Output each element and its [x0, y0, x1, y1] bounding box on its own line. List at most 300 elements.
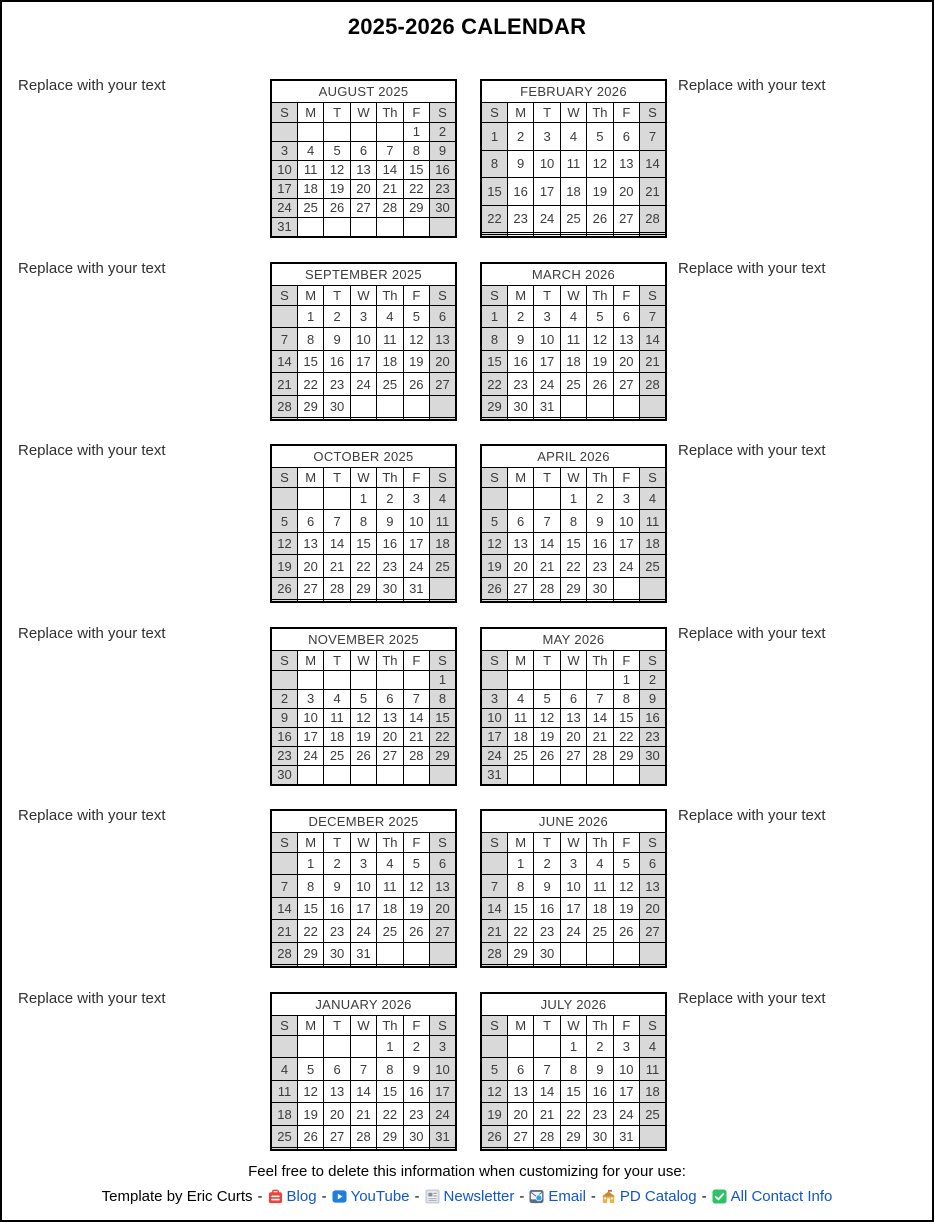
weekday-header: Th	[377, 286, 403, 306]
day-cell	[507, 488, 533, 510]
day-cell: 9	[377, 510, 403, 532]
day-cell: 10	[297, 708, 323, 727]
day-cell: 5	[613, 853, 639, 875]
day-cell: 26	[403, 373, 429, 395]
week-row	[271, 328, 456, 350]
weekday-header: M	[297, 103, 323, 123]
month-calendar	[480, 262, 667, 421]
day-cell: 23	[534, 920, 560, 942]
day-cell: 4	[560, 306, 586, 328]
day-cell: 7	[324, 510, 350, 532]
day-cell: 26	[481, 1125, 507, 1147]
weekday-header: W	[560, 833, 586, 853]
day-cell: 7	[271, 875, 297, 897]
day-cell: 12	[587, 150, 613, 178]
weekday-header: S	[640, 651, 666, 671]
day-cell: 15	[481, 178, 507, 206]
day-cell: 18	[297, 179, 323, 198]
month-title: NOVEMBER 2025	[271, 628, 456, 651]
day-cell	[324, 217, 350, 237]
week-row	[271, 853, 456, 875]
month-title: JANUARY 2026	[271, 993, 456, 1016]
day-cell: 11	[324, 708, 350, 727]
day-cell: 16	[587, 532, 613, 554]
day-cell: 5	[534, 689, 560, 708]
day-cell: 4	[377, 306, 403, 328]
month-calendar	[270, 262, 457, 421]
day-cell: 3	[613, 1036, 639, 1058]
day-cell: 18	[271, 1103, 297, 1125]
weekday-header: F	[403, 468, 429, 488]
day-cell: 2	[403, 1036, 429, 1058]
day-cell: 25	[640, 1103, 666, 1125]
day-cell: 21	[271, 920, 297, 942]
day-cell: 18	[640, 1080, 666, 1102]
day-cell: 15	[481, 350, 507, 372]
day-cell	[560, 671, 586, 690]
day-cell	[534, 1036, 560, 1058]
day-cell	[324, 418, 350, 420]
link-label: Newsletter	[443, 1188, 515, 1205]
day-cell: 6	[430, 853, 456, 875]
day-cell	[534, 765, 560, 785]
week-row	[481, 746, 666, 765]
day-cell	[640, 234, 666, 237]
day-cell: 21	[324, 555, 350, 577]
day-cell: 11	[430, 510, 456, 532]
day-cell	[403, 418, 429, 420]
day-cell: 30	[507, 395, 533, 417]
day-cell	[640, 942, 666, 964]
day-cell	[324, 600, 350, 602]
month-calendar	[480, 809, 667, 968]
week-row	[481, 510, 666, 532]
day-cell: 24	[297, 746, 323, 765]
day-cell: 19	[403, 897, 429, 919]
day-cell	[560, 600, 586, 602]
day-cell: 5	[403, 306, 429, 328]
placeholder-text-right: Replace with your text	[678, 260, 826, 277]
weekday-header: S	[271, 833, 297, 853]
week-row	[271, 1036, 456, 1058]
day-cell: 28	[587, 746, 613, 765]
day-cell: 11	[560, 150, 586, 178]
week-row	[271, 418, 456, 420]
weekday-header: M	[507, 1016, 533, 1036]
day-cell	[587, 942, 613, 964]
week-row	[271, 965, 456, 967]
month-title-row	[271, 810, 456, 833]
day-cell	[377, 765, 403, 785]
day-cell: 19	[481, 1103, 507, 1125]
day-cell: 19	[350, 727, 376, 746]
month-calendar	[480, 444, 667, 603]
day-cell	[613, 577, 639, 599]
day-cell: 24	[271, 198, 297, 217]
day-cell	[297, 217, 323, 237]
day-cell: 22	[481, 205, 507, 233]
week-row	[481, 965, 666, 967]
day-cell: 3	[534, 123, 560, 151]
day-cell: 10	[534, 150, 560, 178]
day-cell: 15	[613, 708, 639, 727]
weekday-header: W	[560, 1016, 586, 1036]
day-cell	[481, 1036, 507, 1058]
month-title-row	[271, 445, 456, 468]
week-row	[481, 1125, 666, 1147]
week-row	[271, 373, 456, 395]
day-cell: 28	[534, 1125, 560, 1147]
day-cell: 11	[377, 875, 403, 897]
calendar-row	[2, 809, 932, 971]
weekday-header: W	[560, 286, 586, 306]
month-title: AUGUST 2025	[271, 80, 456, 103]
day-cell	[324, 671, 350, 690]
day-cell: 1	[481, 306, 507, 328]
weekday-header: T	[324, 468, 350, 488]
day-cell: 5	[481, 510, 507, 532]
day-cell: 20	[377, 727, 403, 746]
weekday-header: Th	[377, 468, 403, 488]
day-cell: 17	[350, 897, 376, 919]
day-cell	[613, 765, 639, 785]
day-cell: 13	[613, 150, 639, 178]
weekday-header: S	[640, 103, 666, 123]
day-cell: 11	[507, 708, 533, 727]
day-cell: 17	[534, 350, 560, 372]
day-cell: 2	[587, 488, 613, 510]
day-cell: 29	[297, 395, 323, 417]
day-cell: 27	[430, 373, 456, 395]
weekday-header: S	[640, 468, 666, 488]
weekday-header: S	[271, 286, 297, 306]
weekday-header: Th	[587, 833, 613, 853]
day-cell: 20	[350, 179, 376, 198]
day-cell: 23	[587, 555, 613, 577]
day-cell: 25	[297, 198, 323, 217]
day-cell: 23	[271, 746, 297, 765]
day-cell	[587, 965, 613, 967]
day-cell: 23	[430, 179, 456, 198]
day-cell: 22	[613, 727, 639, 746]
day-cell: 27	[324, 1125, 350, 1147]
weekday-header: S	[271, 1016, 297, 1036]
day-cell: 14	[403, 708, 429, 727]
email-link[interactable]	[529, 1188, 586, 1205]
day-cell: 29	[613, 746, 639, 765]
day-cell: 25	[587, 920, 613, 942]
day-cell: 31	[481, 765, 507, 785]
day-cell: 24	[481, 746, 507, 765]
page-title: 2025-2026 CALENDAR	[347, 14, 587, 39]
day-cell	[403, 671, 429, 690]
week-row	[271, 510, 456, 532]
day-cell: 20	[640, 897, 666, 919]
day-cell: 21	[534, 1103, 560, 1125]
day-cell	[430, 217, 456, 237]
day-cell: 30	[640, 746, 666, 765]
day-cell	[350, 965, 376, 967]
weekday-header-row	[481, 651, 666, 671]
week-row	[271, 350, 456, 372]
placeholder-text-right: Replace with your text	[678, 77, 826, 94]
day-cell: 28	[377, 198, 403, 217]
weekday-header-row	[271, 1016, 456, 1036]
youtube-link[interactable]	[332, 1188, 410, 1205]
day-cell: 8	[297, 328, 323, 350]
day-cell	[640, 577, 666, 599]
month-calendar	[270, 444, 457, 603]
day-cell: 6	[613, 306, 639, 328]
day-cell: 28	[534, 577, 560, 599]
weekday-header: S	[271, 103, 297, 123]
pd-catalog-link[interactable]	[601, 1188, 697, 1205]
day-cell	[297, 965, 323, 967]
day-cell: 3	[350, 306, 376, 328]
day-cell: 26	[350, 746, 376, 765]
week-row	[271, 555, 456, 577]
all-contact-info-link[interactable]	[712, 1188, 833, 1205]
day-cell: 25	[324, 746, 350, 765]
day-cell	[507, 965, 533, 967]
weekday-header: S	[481, 833, 507, 853]
day-cell	[324, 488, 350, 510]
day-cell: 12	[403, 875, 429, 897]
week-row	[271, 875, 456, 897]
weekday-header-row	[481, 103, 666, 123]
day-cell: 24	[613, 1103, 639, 1125]
day-cell: 14	[587, 708, 613, 727]
calendar-row	[2, 627, 932, 789]
day-cell: 16	[534, 897, 560, 919]
day-cell	[587, 418, 613, 420]
day-cell: 12	[613, 875, 639, 897]
week-row	[481, 350, 666, 372]
day-cell: 7	[640, 123, 666, 151]
day-cell	[640, 600, 666, 602]
day-cell: 12	[403, 328, 429, 350]
day-cell	[297, 1036, 323, 1058]
day-cell: 24	[613, 555, 639, 577]
month-calendar	[270, 992, 457, 1151]
placeholder-text-right: Replace with your text	[678, 807, 826, 824]
day-cell	[534, 418, 560, 420]
day-cell: 14	[324, 532, 350, 554]
month-calendar	[270, 79, 457, 238]
day-cell: 20	[613, 350, 639, 372]
week-row	[271, 395, 456, 417]
day-cell: 12	[481, 532, 507, 554]
day-cell: 31	[430, 1125, 456, 1147]
weekday-header: S	[481, 1016, 507, 1036]
day-cell: 28	[640, 205, 666, 233]
day-cell: 11	[377, 328, 403, 350]
weekday-header: T	[534, 651, 560, 671]
separator: -	[321, 1188, 327, 1205]
day-cell: 24	[534, 205, 560, 233]
day-cell: 10	[271, 160, 297, 179]
day-cell: 25	[507, 746, 533, 765]
day-cell: 9	[430, 141, 456, 160]
day-cell: 23	[507, 373, 533, 395]
calendar-row	[2, 444, 932, 606]
week-row	[481, 853, 666, 875]
day-cell: 30	[324, 395, 350, 417]
day-cell: 8	[350, 510, 376, 532]
day-cell: 30	[587, 577, 613, 599]
weekday-header: S	[640, 286, 666, 306]
day-cell	[613, 234, 639, 237]
day-cell: 29	[377, 1125, 403, 1147]
day-cell: 15	[560, 532, 586, 554]
day-cell: 12	[350, 708, 376, 727]
day-cell: 17	[430, 1080, 456, 1102]
day-cell: 21	[481, 920, 507, 942]
weekday-header: Th	[377, 1016, 403, 1036]
day-cell: 22	[403, 179, 429, 198]
weekday-header: F	[613, 1016, 639, 1036]
day-cell	[271, 123, 297, 142]
week-row	[481, 395, 666, 417]
day-cell: 27	[507, 1125, 533, 1147]
day-cell	[350, 395, 376, 417]
day-cell	[481, 1148, 507, 1150]
day-cell: 15	[350, 532, 376, 554]
day-cell: 8	[377, 1058, 403, 1080]
day-cell: 22	[297, 920, 323, 942]
day-cell: 7	[377, 141, 403, 160]
week-row	[481, 532, 666, 554]
day-cell: 3	[297, 689, 323, 708]
week-row	[481, 1036, 666, 1058]
day-cell: 12	[271, 532, 297, 554]
day-cell: 14	[534, 1080, 560, 1102]
week-row	[271, 765, 456, 785]
week-row	[271, 671, 456, 690]
day-cell: 11	[587, 875, 613, 897]
day-cell	[324, 1036, 350, 1058]
day-cell: 14	[640, 328, 666, 350]
day-cell	[587, 1148, 613, 1150]
day-cell: 7	[587, 689, 613, 708]
day-cell	[324, 1148, 350, 1150]
day-cell: 20	[324, 1103, 350, 1125]
day-cell: 4	[377, 853, 403, 875]
week-row	[481, 1058, 666, 1080]
day-cell	[613, 942, 639, 964]
day-cell	[481, 418, 507, 420]
day-cell: 24	[560, 920, 586, 942]
day-cell: 5	[481, 1058, 507, 1080]
placeholder-text-left: Replace with your text	[18, 625, 166, 642]
blog-link[interactable]	[268, 1188, 317, 1205]
day-cell: 19	[271, 555, 297, 577]
week-row	[481, 373, 666, 395]
day-cell: 15	[297, 897, 323, 919]
day-cell: 18	[560, 350, 586, 372]
weekday-header: S	[271, 651, 297, 671]
weekday-header: M	[507, 651, 533, 671]
week-row	[481, 306, 666, 328]
day-cell: 13	[430, 328, 456, 350]
weekday-header: M	[297, 286, 323, 306]
day-cell: 22	[377, 1103, 403, 1125]
day-cell: 2	[587, 1036, 613, 1058]
week-row	[481, 488, 666, 510]
day-cell: 8	[481, 328, 507, 350]
day-cell: 16	[271, 727, 297, 746]
weekday-header: M	[297, 833, 323, 853]
day-cell	[640, 395, 666, 417]
week-row	[481, 418, 666, 420]
day-cell	[377, 1148, 403, 1150]
day-cell: 16	[507, 350, 533, 372]
day-cell: 6	[350, 141, 376, 160]
day-cell: 31	[271, 217, 297, 237]
weekday-header: W	[350, 286, 376, 306]
week-row	[271, 160, 456, 179]
day-cell: 29	[430, 746, 456, 765]
day-cell: 19	[613, 897, 639, 919]
day-cell: 13	[297, 532, 323, 554]
day-cell: 5	[271, 510, 297, 532]
day-cell	[271, 306, 297, 328]
day-cell: 23	[377, 555, 403, 577]
link-label: PD Catalog	[619, 1188, 697, 1205]
day-cell: 24	[403, 555, 429, 577]
week-row	[271, 600, 456, 602]
day-cell: 17	[403, 532, 429, 554]
weekday-header: W	[560, 651, 586, 671]
day-cell: 5	[350, 689, 376, 708]
day-cell: 16	[640, 708, 666, 727]
day-cell	[377, 123, 403, 142]
day-cell	[403, 600, 429, 602]
weekday-header: F	[403, 833, 429, 853]
day-cell: 14	[271, 350, 297, 372]
newsletter-link[interactable]	[425, 1188, 515, 1205]
day-cell: 27	[613, 373, 639, 395]
day-cell: 9	[534, 875, 560, 897]
weekday-header: Th	[377, 103, 403, 123]
day-cell	[613, 418, 639, 420]
day-cell: 22	[560, 555, 586, 577]
day-cell: 2	[271, 689, 297, 708]
month-title-row	[271, 628, 456, 651]
day-cell: 2	[640, 671, 666, 690]
day-cell	[377, 395, 403, 417]
day-cell: 13	[324, 1080, 350, 1102]
day-cell: 6	[430, 306, 456, 328]
day-cell: 22	[297, 373, 323, 395]
weekday-header: S	[481, 651, 507, 671]
day-cell: 25	[560, 373, 586, 395]
day-cell: 4	[560, 123, 586, 151]
day-cell: 1	[297, 306, 323, 328]
day-cell: 4	[587, 853, 613, 875]
day-cell: 28	[271, 395, 297, 417]
day-cell: 27	[613, 205, 639, 233]
day-cell: 20	[430, 897, 456, 919]
weekday-header: F	[403, 103, 429, 123]
day-cell: 2	[324, 306, 350, 328]
week-row	[271, 942, 456, 964]
day-cell: 26	[324, 198, 350, 217]
day-cell: 27	[560, 746, 586, 765]
day-cell	[297, 1148, 323, 1150]
day-cell: 25	[640, 555, 666, 577]
separator: -	[414, 1188, 420, 1205]
